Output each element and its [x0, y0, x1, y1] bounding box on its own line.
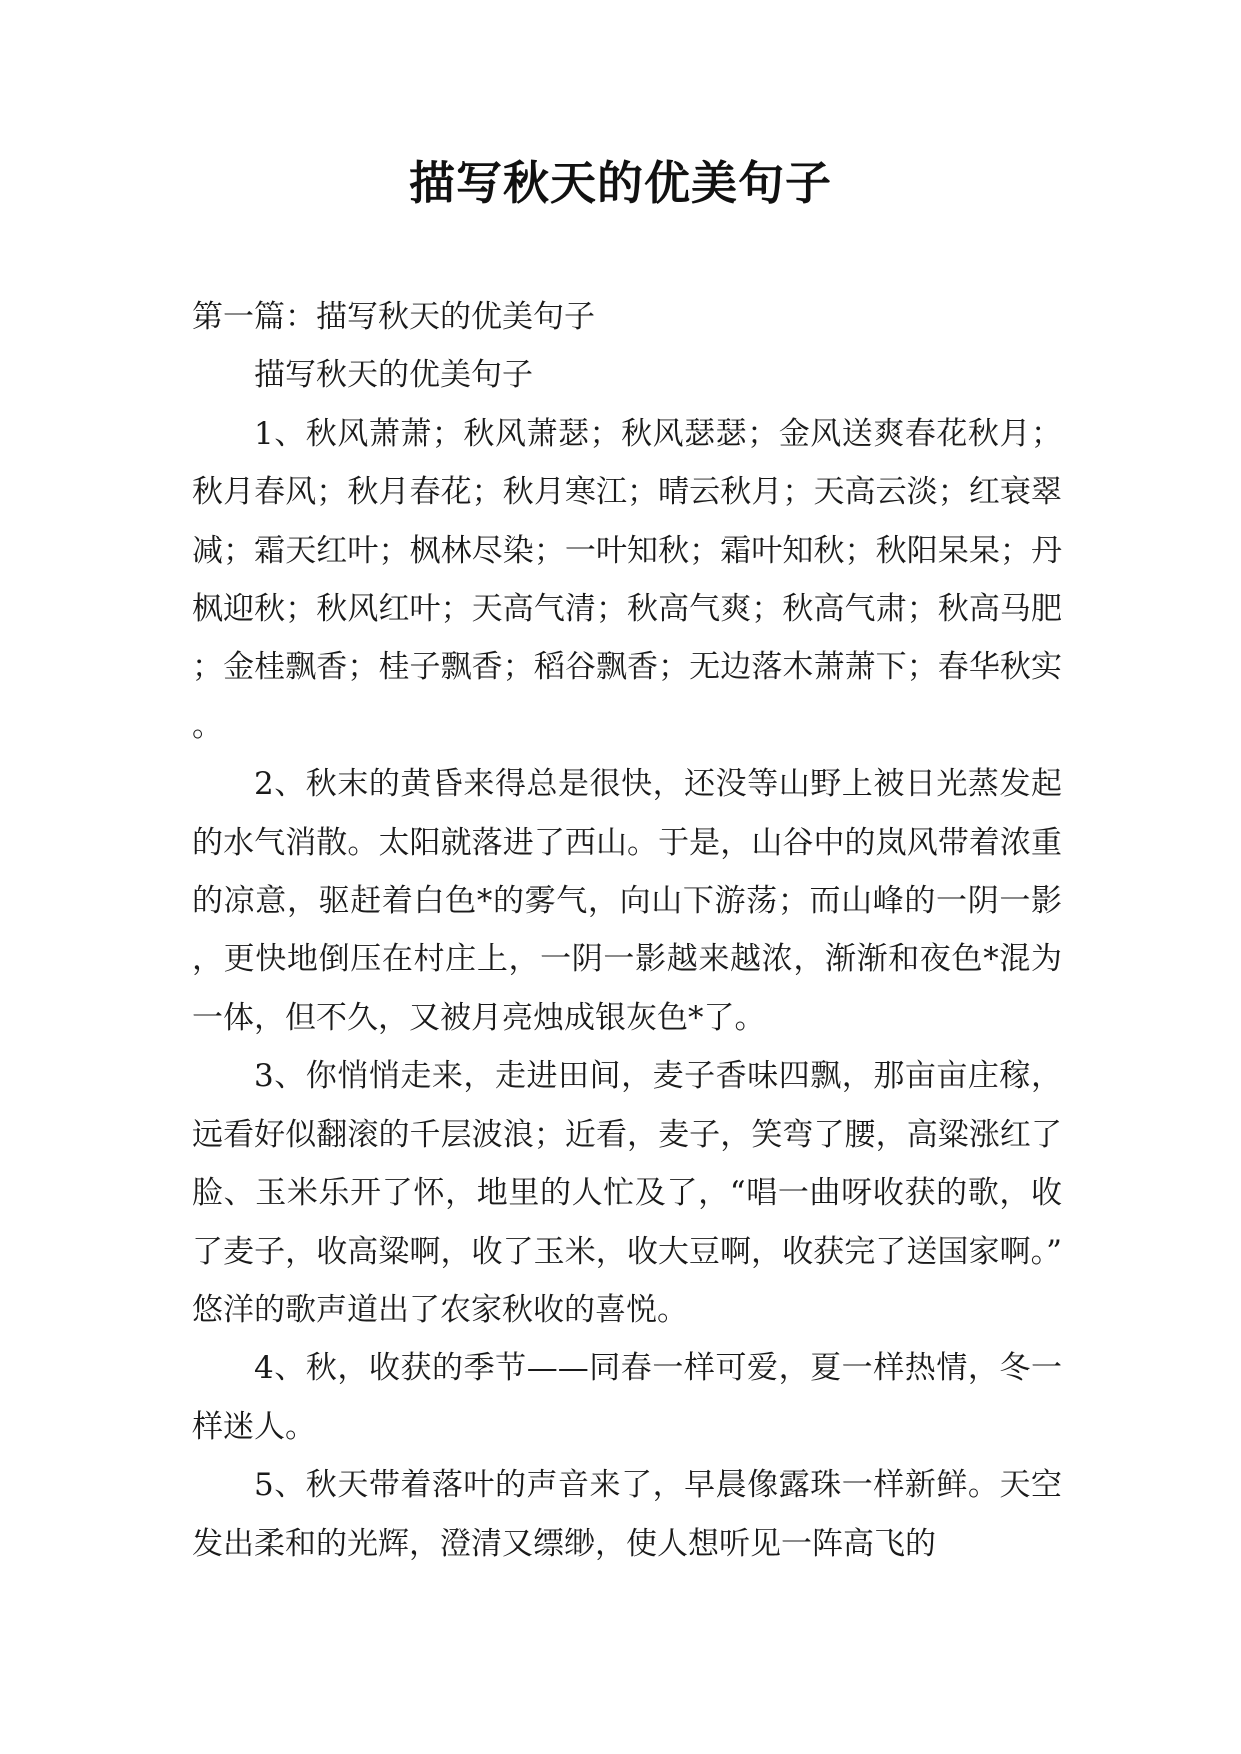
paragraph-4: 4、秋，收获的季节——同春一样可爱，夏一样热情，冬一样迷人。	[192, 1350, 1062, 1445]
section-heading: 第一篇：描写秋天的优美句子	[192, 299, 595, 335]
section-subtitle: 描写秋天的优美句子	[254, 357, 533, 394]
document-body	[192, 288, 1062, 1573]
paragraph-2: 2、秋末的黄昏来得总是很快，还没等山野上被日光蒸发起的水气消散。太阳就落进了西山。于是，山谷中的岚风带着浓重的凉意，驱赶着白色*的雾气，向山下游荡；而山峰的一阴一影，更快地倒压在村庄上，一阴一影越来越浓，渐渐和夜色*混为一体，但不久，又被月亮烛成银灰色*了。	[192, 766, 1062, 1036]
paragraph-5: 5、秋天带着落叶的声音来了，早晨像露珠一样新鲜。天空发出柔和的光辉，澄清又缥缈，使人想听见一阵高飞的	[192, 1467, 1062, 1562]
paragraph-3: 3、你悄悄走来，走进田间，麦子香味四飘，那亩亩庄稼，远看好似翻滚的千层波浪；近看，麦子，笑弯了腰，高粱涨红了脸、玉米乐开了怀，地里的人忙及了，“唱一曲呀收获的歌，收了麦子，收高粱啊，收了玉米，收大豆啊，收获完了送国家啊。”悠洋的歌声道出了农家秋收的喜悦。	[192, 1058, 1062, 1328]
paragraph-1: 1、秋风萧萧；秋风萧瑟；秋风瑟瑟；金风送爽春花秋月；秋月春风；秋月春花；秋月寒江；晴云秋月；天高云淡；红衰翠减；霜天红叶；枫林尽染；一叶知秋；霜叶知秋；秋阳杲杲；丹枫迎秋；秋风红叶；天高气清；秋高气爽；秋高气肃；秋高马肥；金桂飘香；桂子飘香；稻谷飘香；无边落木萧萧下；春华秋实。	[192, 415, 1062, 744]
document-title: 描写秋天的优美句子	[409, 156, 832, 210]
